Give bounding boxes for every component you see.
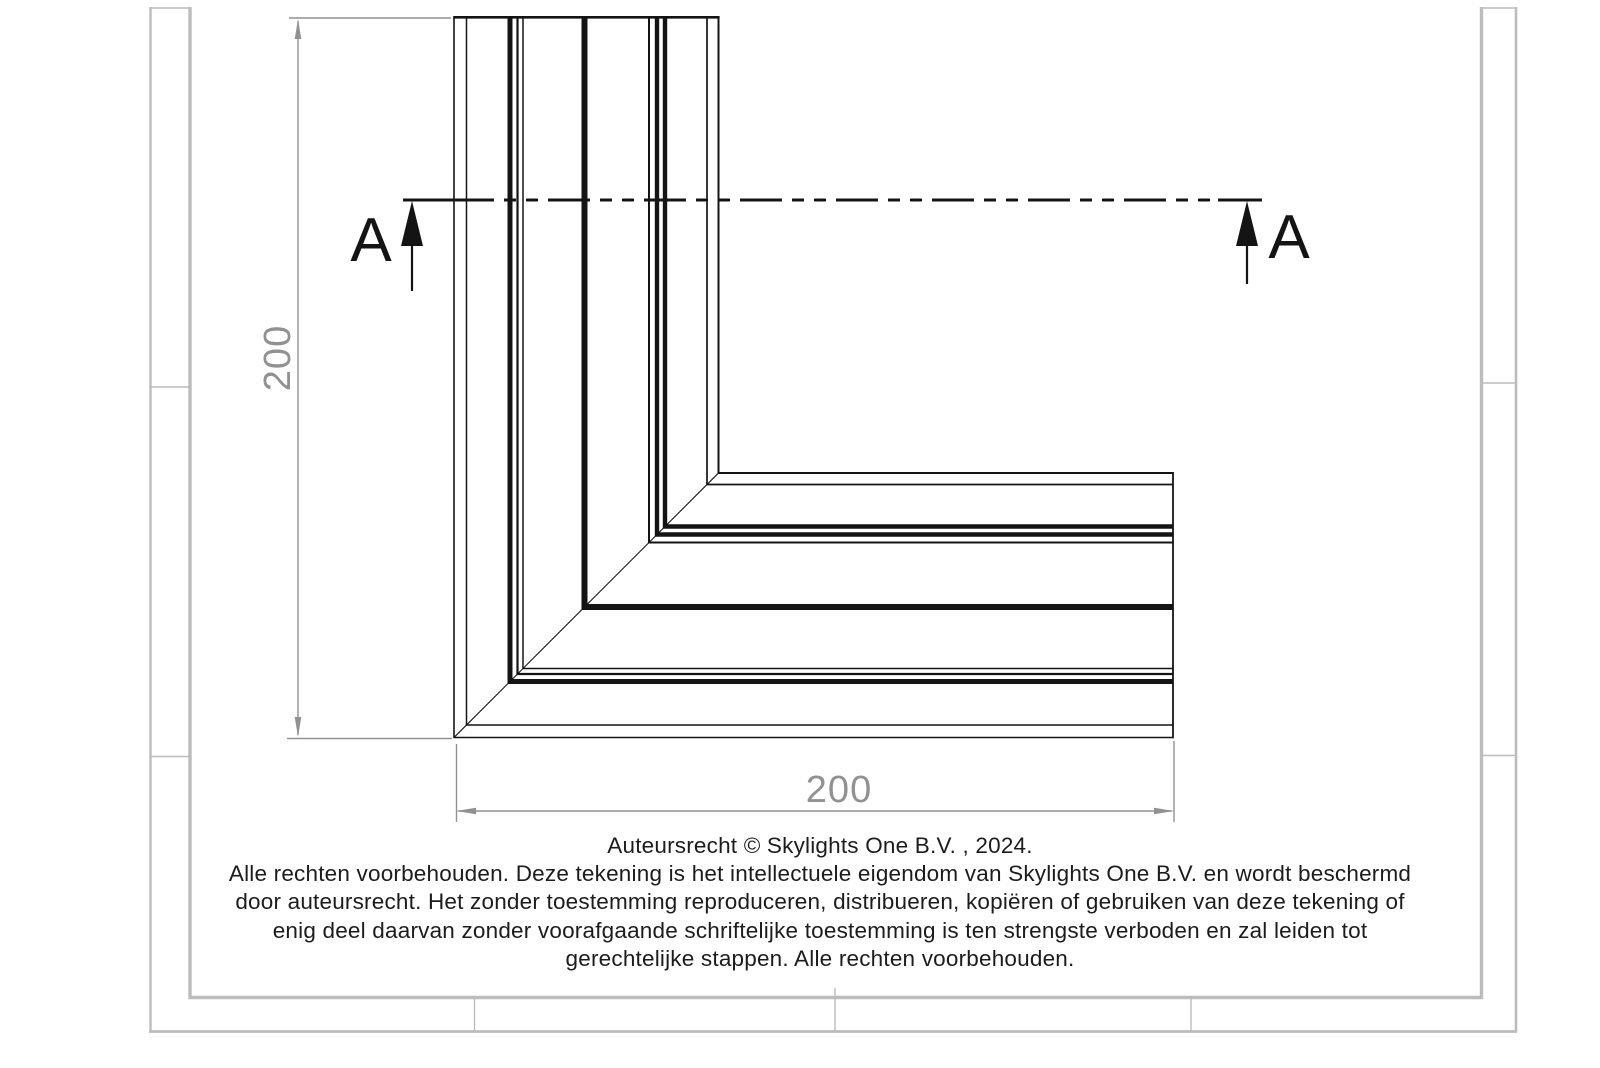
section-arrow-right-icon (1236, 201, 1258, 284)
profile-contour (665, 17, 1173, 526)
section-label-left: A (350, 206, 392, 275)
vertical-dimension-value: 200 (257, 324, 299, 392)
dim-arrow-up-icon (295, 19, 302, 39)
copyright-line: enig deel daarvan zonder voorafgaande schriftelijke toestemming is ten strengste verboden en zal leiden tot (272, 917, 1368, 943)
profile-contour (719, 17, 1174, 473)
dim-arrow-down-icon (295, 717, 302, 737)
horizontal-dimension (456, 741, 1174, 822)
copyright-line: gerechtelijke stappen. Alle rechten voorbehouden. (565, 945, 1075, 971)
profile-contour (707, 17, 1173, 484)
horizontal-dimension-value: 200 (805, 769, 873, 811)
dim-arrow-left-icon (456, 808, 476, 815)
vertical-dimension (257, 18, 452, 739)
profile-contour (657, 17, 1173, 534)
copyright-line: Auteursrecht © Skylights One B.V. , 2024. (607, 833, 1033, 858)
section-line-AA (350, 200, 1310, 291)
copyright-line: door auteursrecht. Het zonder toestemming reproduceren, distribueren, kopiëren of gebruiken van deze tekening of (235, 889, 1405, 915)
section-label-right: A (1268, 203, 1310, 272)
corner-profile-drawing (453, 17, 1173, 738)
copyright-notice (150, 832, 1490, 973)
copyright-line: Alle rechten voorbehouden. Deze tekening is het intellectuele eigendom van Skylights One B.V. en wordt beschermd (228, 861, 1412, 887)
profile-contour (649, 17, 1173, 542)
dim-arrow-right-icon (1154, 808, 1174, 815)
section-arrow-left-icon (401, 201, 423, 291)
